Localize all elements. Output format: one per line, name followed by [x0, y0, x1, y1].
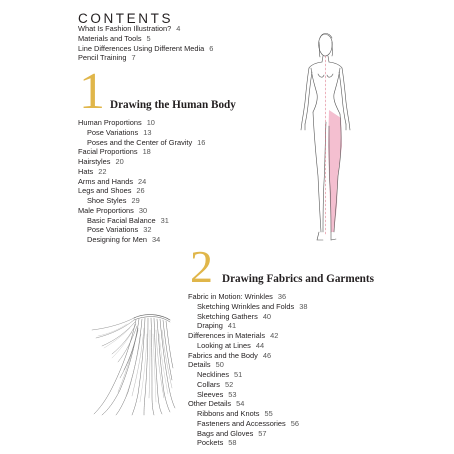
toc-entry-page-number: 38 [299, 301, 308, 311]
toc-entry [78, 225, 205, 235]
toc-entry [78, 44, 213, 54]
toc-entry-title: Hairstyles [78, 157, 111, 166]
toc-entry-page-number: 30 [138, 205, 148, 215]
toc-entry-title: Pose Variations [87, 225, 139, 235]
toc-entry [188, 351, 307, 361]
toc-entry-page-number: 51 [234, 370, 243, 379]
toc-entry-page-number: 4 [176, 24, 181, 33]
toc-entry-page-number: 7 [131, 53, 136, 63]
toc-entry [78, 147, 205, 157]
toc-entry [188, 438, 307, 448]
toc-entry-page-number: 16 [197, 137, 206, 147]
toc-entry-title: Poses and the Center of Gravity [87, 137, 193, 147]
toc-entry [78, 157, 205, 167]
toc-entry [78, 196, 205, 206]
toc-entry-page-number: 40 [262, 311, 272, 321]
toc-entry-title: Ribbons and Knots [197, 409, 260, 418]
toc-entry-title: Fabrics and the Body [188, 350, 258, 360]
toc-entry [78, 138, 205, 148]
toc-entry [188, 380, 307, 390]
toc-entry-page-number: 42 [270, 331, 279, 340]
chapter-1-number: 1 [79, 63, 105, 120]
toc-entry [188, 331, 307, 341]
toc-entry-page-number: 20 [115, 157, 124, 166]
toc-entry [188, 360, 307, 370]
toc-entry-page-number: 55 [264, 409, 273, 418]
toc-entry-title: Other Details [188, 399, 232, 409]
toc-entry-title: Draping [197, 321, 223, 331]
toc-entry-title: Sleeves [197, 389, 224, 399]
toc-entry-title: Human Proportions [78, 118, 142, 127]
toc-entry [188, 390, 307, 400]
chapter-1-title: Drawing the Human Body [110, 99, 236, 111]
toc-entry-page-number: 44 [255, 340, 265, 350]
toc-entry-title: Fasteners and Accessories [197, 418, 286, 428]
fashion-figure-illustration [285, 26, 365, 244]
toc-entry [78, 128, 205, 138]
toc-entry [78, 118, 205, 128]
toc-entry-title: Sketching Wrinkles and Folds [197, 301, 295, 311]
toc-entry-page-number: 22 [98, 166, 107, 176]
toc-entry-title: Basic Facial Balance [87, 215, 156, 225]
toc-entry-page-number: 53 [228, 389, 237, 399]
chapter-2-toc-list [188, 292, 307, 448]
toc-entry-page-number: 36 [277, 292, 287, 301]
toc-entry-title: Sketching Gathers [197, 311, 258, 321]
toc-entry-page-number: 10 [146, 118, 155, 127]
toc-entry-page-number: 57 [258, 428, 267, 438]
toc-entry [78, 34, 213, 44]
toc-entry-title: What Is Fashion Illustration? [78, 24, 172, 33]
toc-entry-title: Pencil Training [78, 53, 127, 63]
toc-entry [78, 206, 205, 216]
toc-entry-page-number: 54 [236, 399, 245, 409]
toc-entry [188, 292, 307, 302]
toc-entry-title: Materials and Tools [78, 33, 142, 43]
chapter-2-title: Drawing Fabrics and Garments [222, 273, 374, 285]
toc-entry-title: Designing for Men [87, 235, 147, 244]
toc-entry-title: Bags and Gloves [197, 428, 254, 438]
toc-entry [188, 321, 307, 331]
toc-entry-title: Fabric in Motion: Wrinkles [188, 292, 273, 301]
intro-toc-list [78, 24, 213, 63]
toc-entry [78, 216, 205, 226]
toc-entry-page-number: 41 [227, 321, 237, 331]
toc-entry [78, 235, 205, 245]
toc-entry-page-number: 46 [262, 350, 272, 360]
toc-entry-page-number: 52 [225, 379, 234, 389]
toc-entry-title: Arms and Hands [78, 176, 134, 186]
toc-entry [78, 24, 213, 34]
toc-entry-page-number: 6 [209, 43, 214, 53]
toc-entry-title: Looking at Lines [197, 340, 251, 350]
toc-entry-page-number: 24 [138, 176, 147, 186]
toc-entry-page-number: 29 [131, 196, 140, 205]
toc-entry [78, 53, 213, 63]
toc-entry-title: Necklines [197, 370, 230, 379]
toc-entry-page-number: 31 [160, 215, 169, 225]
toc-entry-title: Differences in Materials [188, 331, 266, 340]
fabric-folds-illustration [82, 268, 180, 416]
toc-entry [188, 409, 307, 419]
toc-entry-title: Pockets [197, 438, 224, 448]
toc-entry-page-number: 5 [146, 33, 151, 43]
toc-entry-page-number: 58 [228, 438, 237, 448]
toc-entry-page-number: 32 [143, 225, 152, 235]
toc-entry-page-number: 26 [136, 186, 145, 196]
toc-entry [188, 341, 307, 351]
toc-entry [188, 312, 307, 322]
toc-entry-page-number: 56 [290, 418, 299, 428]
toc-entry [188, 419, 307, 429]
toc-entry [188, 429, 307, 439]
toc-entry-page-number: 50 [215, 360, 224, 370]
toc-entry-title: Line Differences Using Different Media [78, 43, 205, 53]
toc-entry-title: Pose Variations [87, 127, 139, 137]
toc-entry-page-number: 13 [143, 127, 152, 137]
toc-entry [188, 370, 307, 380]
toc-entry-title: Details [188, 360, 211, 370]
chapter-1-toc-list [78, 118, 205, 245]
toc-entry-title: Facial Proportions [78, 147, 138, 157]
toc-entry [78, 167, 205, 177]
toc-entry [188, 302, 307, 312]
toc-entry-title: Collars [197, 379, 220, 389]
toc-entry-title: Shoe Styles [87, 196, 127, 205]
toc-entry-page-number: 34 [151, 235, 161, 244]
toc-entry-title: Male Proportions [78, 205, 134, 215]
toc-entry [78, 177, 205, 187]
toc-entry-title: Hats [78, 166, 94, 176]
page-title: CONTENTS [78, 11, 174, 27]
chapter-2-number: 2 [190, 241, 213, 292]
toc-entry [188, 399, 307, 409]
toc-entry-title: Legs and Shoes [78, 186, 132, 196]
toc-entry [78, 186, 205, 196]
toc-entry-page-number: 18 [142, 147, 151, 157]
